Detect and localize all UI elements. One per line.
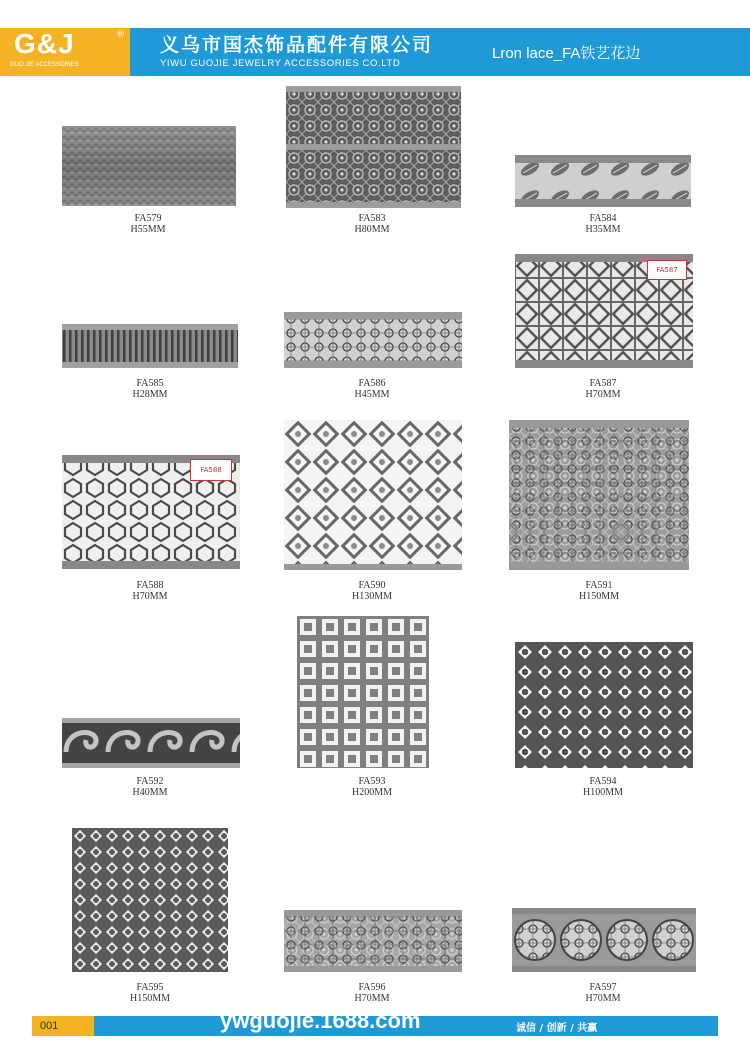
product-size: H150MM <box>578 591 619 602</box>
product-code: FA586 <box>358 378 386 389</box>
product-image-fa597 <box>512 908 696 972</box>
product-size: H200MM <box>351 787 392 798</box>
product-image-fa585 <box>62 324 238 368</box>
product-code: FA591 <box>585 580 613 591</box>
product-size: H150MM <box>129 993 170 1004</box>
product-tag-label: FA588 <box>190 459 232 481</box>
product-caption-fa584 <box>533 213 673 235</box>
product-image-fa579 <box>62 126 236 206</box>
product-image-fa586 <box>284 312 462 368</box>
product-image-fa583 <box>286 86 461 208</box>
product-code: FA579 <box>134 213 162 224</box>
product-size: H130MM <box>351 591 392 602</box>
product-caption-fa595 <box>80 982 220 1004</box>
product-image-fa594 <box>515 642 693 768</box>
product-caption-fa593 <box>302 776 442 798</box>
product-image-fa591 <box>509 420 689 570</box>
product-size: H35MM <box>585 224 621 235</box>
product-size: H28MM <box>132 389 168 400</box>
product-image-fa587 <box>515 254 693 368</box>
product-code: FA583 <box>358 213 386 224</box>
product-code: FA593 <box>358 776 386 787</box>
page-header <box>0 0 750 80</box>
product-caption-fa586 <box>302 378 442 400</box>
product-size: H55MM <box>130 224 166 235</box>
logo-subtext: GUO JIE ACCESSORIES <box>10 62 79 68</box>
product-size: H70MM <box>585 389 621 400</box>
product-code: FA588 <box>136 580 164 591</box>
product-image-fa592 <box>62 718 240 768</box>
page-title: Lron lace_FA铁艺花边 <box>492 45 641 62</box>
product-image-fa590 <box>284 420 462 570</box>
product-caption-fa594 <box>533 776 673 798</box>
product-code: FA594 <box>589 776 617 787</box>
product-caption-fa587 <box>533 378 673 400</box>
product-code: FA584 <box>589 213 617 224</box>
registered-mark: ® <box>116 30 125 40</box>
product-size: H45MM <box>354 389 390 400</box>
product-tag-label: FA587 <box>647 260 687 280</box>
product-image-fa593 <box>297 616 429 768</box>
product-code: FA596 <box>358 982 386 993</box>
product-caption-fa596 <box>302 982 442 1004</box>
product-code: FA595 <box>136 982 164 993</box>
company-logo <box>0 28 130 76</box>
product-code: FA590 <box>358 580 386 591</box>
page-number: 001 <box>32 1016 94 1036</box>
website-link[interactable]: ywguojie.1688.com <box>220 1008 421 1033</box>
product-caption-fa591 <box>529 580 669 602</box>
product-code: FA592 <box>136 776 164 787</box>
logo-text: G&J <box>14 28 75 59</box>
product-code: FA587 <box>589 378 617 389</box>
product-image-fa584 <box>515 155 691 207</box>
header-bar <box>130 28 750 76</box>
product-code: FA597 <box>589 982 617 993</box>
product-caption-fa585 <box>80 378 220 400</box>
product-size: H70MM <box>132 591 168 602</box>
company-slogan: 诚信 / 创新 / 共赢 <box>516 1023 598 1034</box>
product-size: H70MM <box>354 993 390 1004</box>
product-caption-fa579 <box>78 213 218 235</box>
product-code: FA585 <box>136 378 164 389</box>
product-size: H100MM <box>582 787 623 798</box>
company-name-en: YIWU GUOJIE JEWELRY ACCESSORIES CO.LTD <box>160 58 401 69</box>
product-caption-fa590 <box>302 580 442 602</box>
product-caption-fa588 <box>80 580 220 602</box>
product-size: H40MM <box>132 787 168 798</box>
product-image-fa588 <box>62 455 240 569</box>
product-size: H80MM <box>354 224 390 235</box>
product-size: H70MM <box>585 993 621 1004</box>
company-name-cn: 义乌市国杰饰品配件有限公司 <box>160 34 434 56</box>
page-footer <box>32 1008 718 1036</box>
product-image-fa596 <box>284 910 462 972</box>
product-caption-fa592 <box>80 776 220 798</box>
product-caption-fa597 <box>533 982 673 1004</box>
product-image-fa595 <box>72 828 228 972</box>
product-caption-fa583 <box>302 213 442 235</box>
